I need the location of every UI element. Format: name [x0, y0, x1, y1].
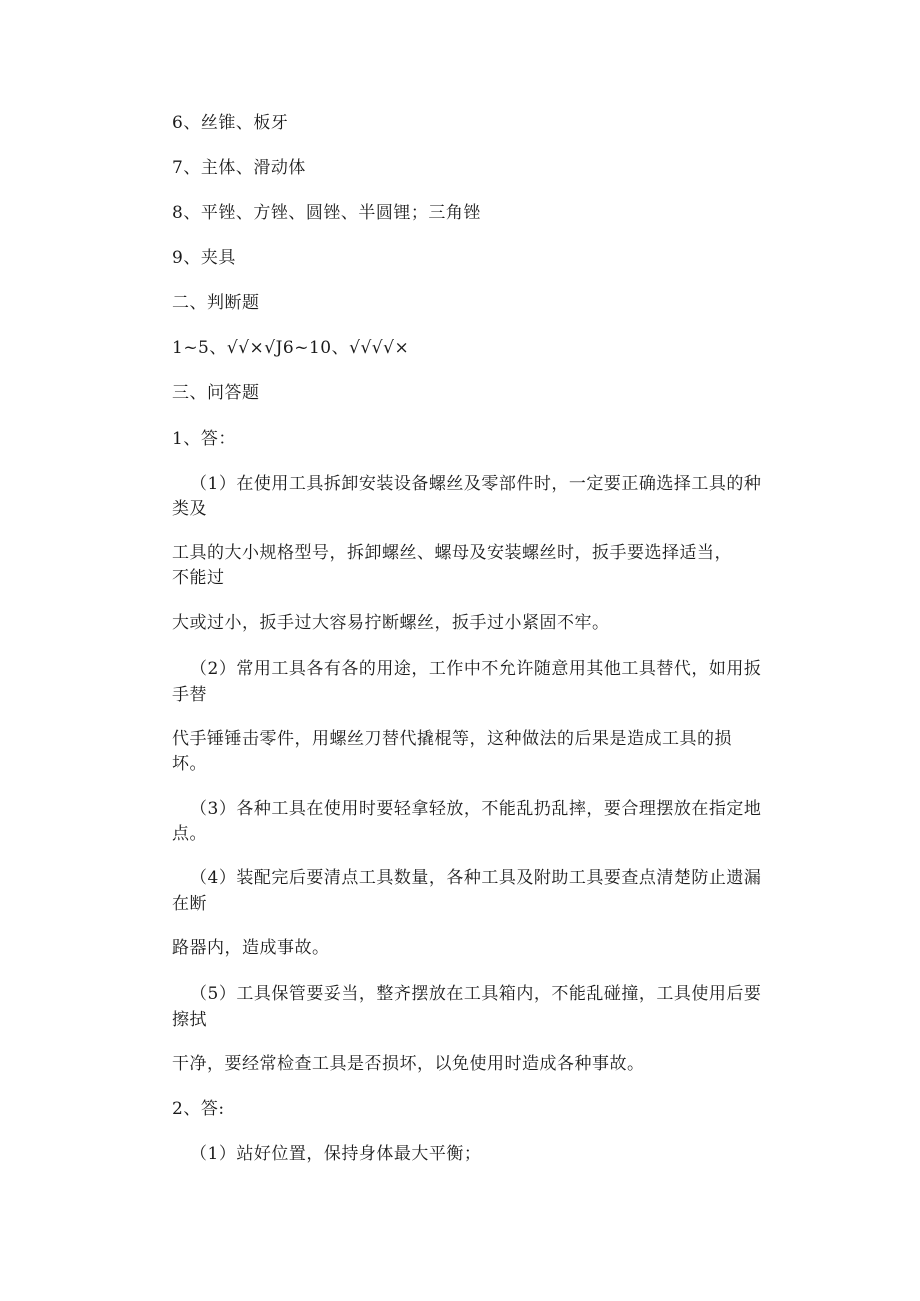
q1-paragraph-line: 路器内，造成事故。	[172, 938, 330, 958]
q1-paragraph-line: （3）各种工具在使用时要轻拿轻放，不能乱扔乱摔，要合理摆放在指定地	[190, 799, 762, 819]
q1-paragraph-line: （5）工具保管要妥当，整齐摆放在工具箱内，不能乱碰撞，工具使用后要	[190, 984, 762, 1004]
judgment-answers: 1~5、√√×√J6~10、√√√√×	[172, 338, 410, 358]
q1-paragraph-line: 大或过小，扳手过大容易拧断螺丝，扳手过小紧固不牢。	[172, 613, 610, 633]
q1-paragraph-line: 不能过	[172, 568, 225, 588]
q1-paragraph-line: 干净，要经常检查工具是否损坏，以免使用时造成各种事故。	[172, 1054, 645, 1074]
q1-paragraph-line: 点。	[172, 824, 207, 844]
q1-paragraph-line: 擦拭	[172, 1010, 207, 1030]
fill-answer-8: 8、平锉、方锉、圆锉、半圆锂；三角锉	[172, 203, 481, 223]
question-1-label: 1、答：	[172, 429, 236, 449]
q1-paragraph-line: 手替	[172, 685, 207, 705]
q1-paragraph-line: 工具的大小规格型号，拆卸螺丝、螺母及安装螺丝时，扳手要选择适当，	[172, 543, 732, 563]
section-heading-judgment: 二、判断题	[172, 293, 260, 313]
q1-paragraph-line: 类及	[172, 499, 207, 519]
q2-paragraph-line: （1）站好位置，保持身体最大平衡；	[190, 1144, 482, 1164]
fill-answer-6: 6、丝锥、板牙	[172, 113, 289, 133]
fill-answer-7: 7、主体、滑动体	[172, 158, 306, 178]
q1-paragraph-line: 在断	[172, 894, 207, 914]
q1-paragraph-line: （4）装配完后要清点工具数量，各种工具及附助工具要查点清楚防止遗漏	[190, 868, 762, 888]
section-heading-qa: 三、问答题	[172, 383, 260, 403]
q1-paragraph-line: （2）常用工具各有各的用途，工作中不允许随意用其他工具替代，如用扳	[190, 659, 762, 679]
q1-paragraph-line: 代手锤锤击零件，用螺丝刀替代撬棍等，这种做法的后果是造成工具的损	[172, 729, 732, 749]
q1-paragraph-line: 坏。	[172, 754, 207, 774]
fill-answer-9: 9、夹具	[172, 248, 236, 268]
question-2-label: 2、答:	[172, 1099, 225, 1119]
q1-paragraph-line: （1）在使用工具拆卸安装设备螺丝及零部件时，一定要正确选择工具的种	[190, 474, 762, 494]
